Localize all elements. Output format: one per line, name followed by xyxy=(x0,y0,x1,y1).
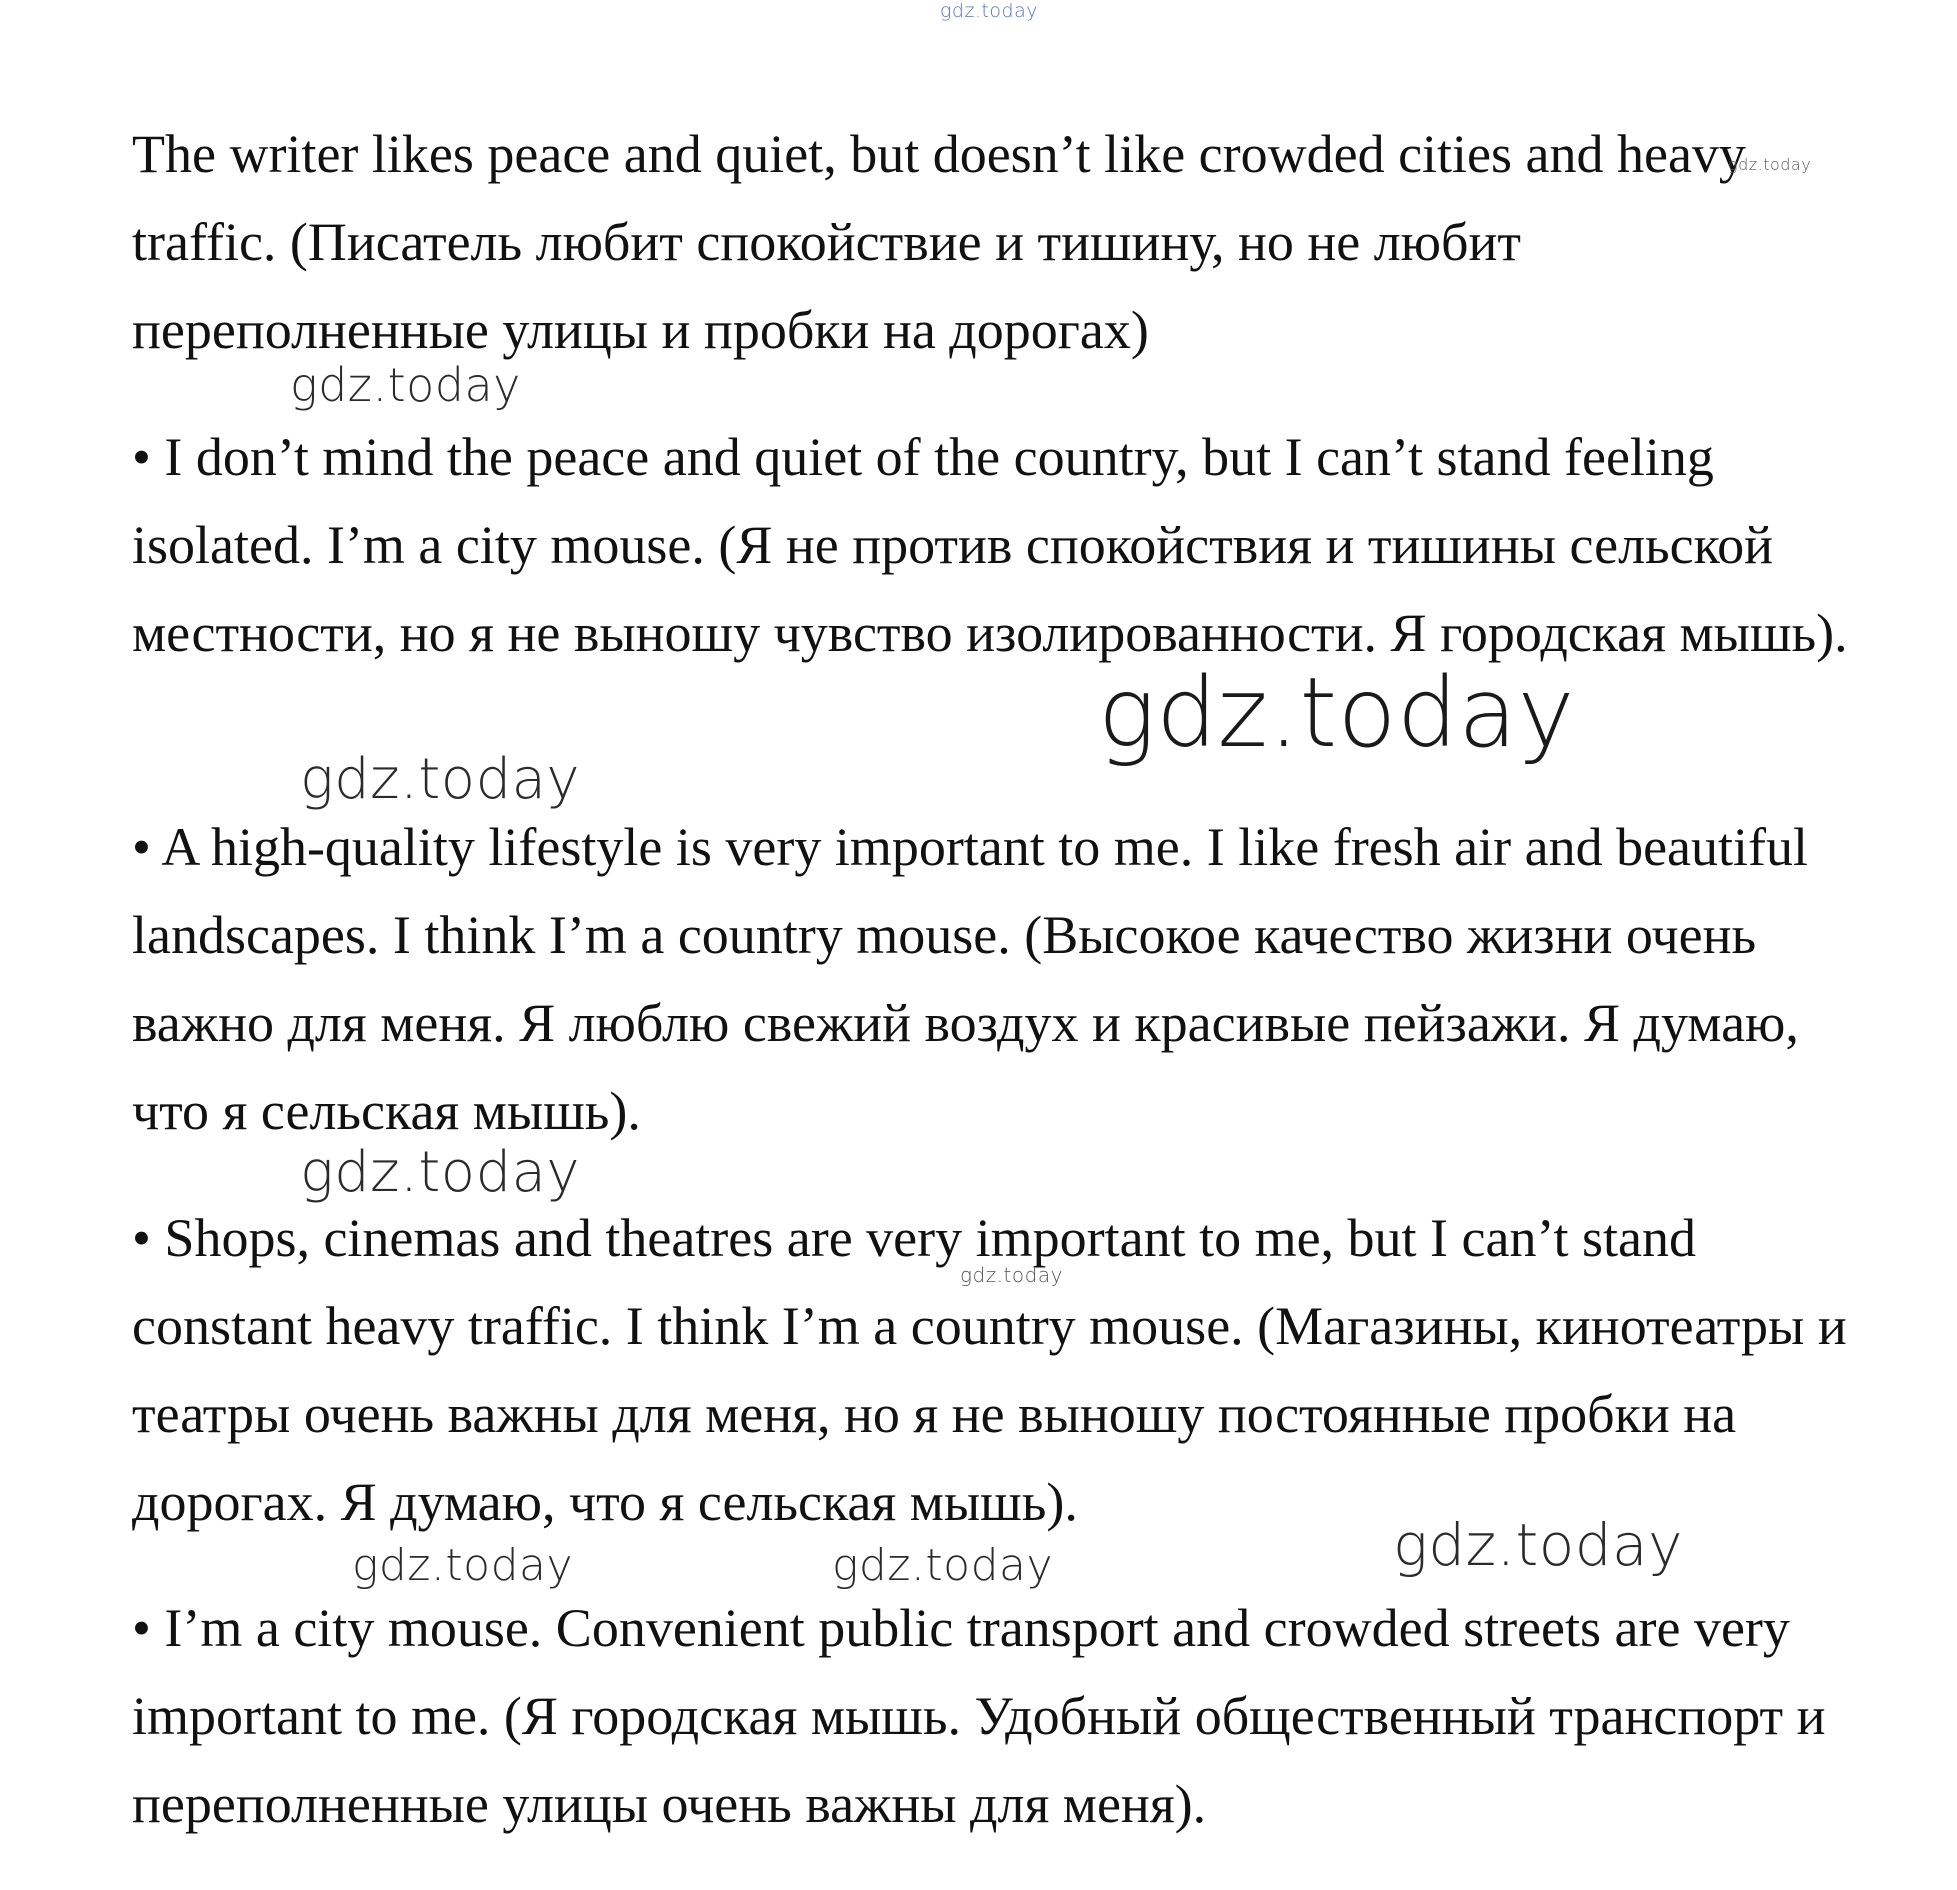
watermark-large: gdz.today xyxy=(1098,657,1575,769)
bullet-paragraph-3: • Shops, cinemas and theatres are very important to me, but I can’t stand constant heavy traffic. I think I’m a country mouse. (Магазины, кинотеатры и театры очень важны для меня, но я не выношу постоянные пробки на дорогах. Я думаю, что я сельская мышь). xyxy=(132,1208,1847,1532)
watermark-d: gdz.today xyxy=(300,1140,581,1205)
watermark-e: gdz.today xyxy=(960,1263,1063,1287)
watermark-top: gdz.today xyxy=(940,0,1038,22)
watermark-h: gdz.today xyxy=(1393,1511,1683,1579)
watermark-a: gdz.today xyxy=(290,358,521,412)
bullet-paragraph-2: • A high-quality lifestyle is very important to me. I like fresh air and beautiful landscapes. I think I’m a country mouse. (Высокое качество жизни очень важно для меня. Я люблю свежий воздух и красивые пейзажи. Я думаю, что я сельская мышь). xyxy=(132,817,1809,1141)
watermark-g: gdz.today xyxy=(832,1540,1054,1591)
watermark-c: gdz.today xyxy=(300,747,581,812)
watermark-inline-small: gdz.today xyxy=(1728,155,1812,174)
paragraph-intro: The writer likes peace and quiet, but doesn’t like crowded cities and heavy traffic. (Писатель любит спокойствие и тишину, но не любит переполненные улицы и пробки на дорогах) xyxy=(132,124,1746,360)
bullet-paragraph-4: • I’m a city mouse. Convenient public transport and crowded streets are very important to me. (Я городская мышь. Удобный общественный транспорт и переполненные улицы очень важны для меня). xyxy=(132,1598,1826,1834)
watermark-f: gdz.today xyxy=(352,1540,574,1591)
bullet-paragraph-1: • I don’t mind the peace and quiet of the country, but I can’t stand feeling isolated. I’m a city mouse. (Я не против спокойствия и тишины сельской местности, но я не выношу чувство изолированности. Я городская мышь). xyxy=(132,427,1848,663)
